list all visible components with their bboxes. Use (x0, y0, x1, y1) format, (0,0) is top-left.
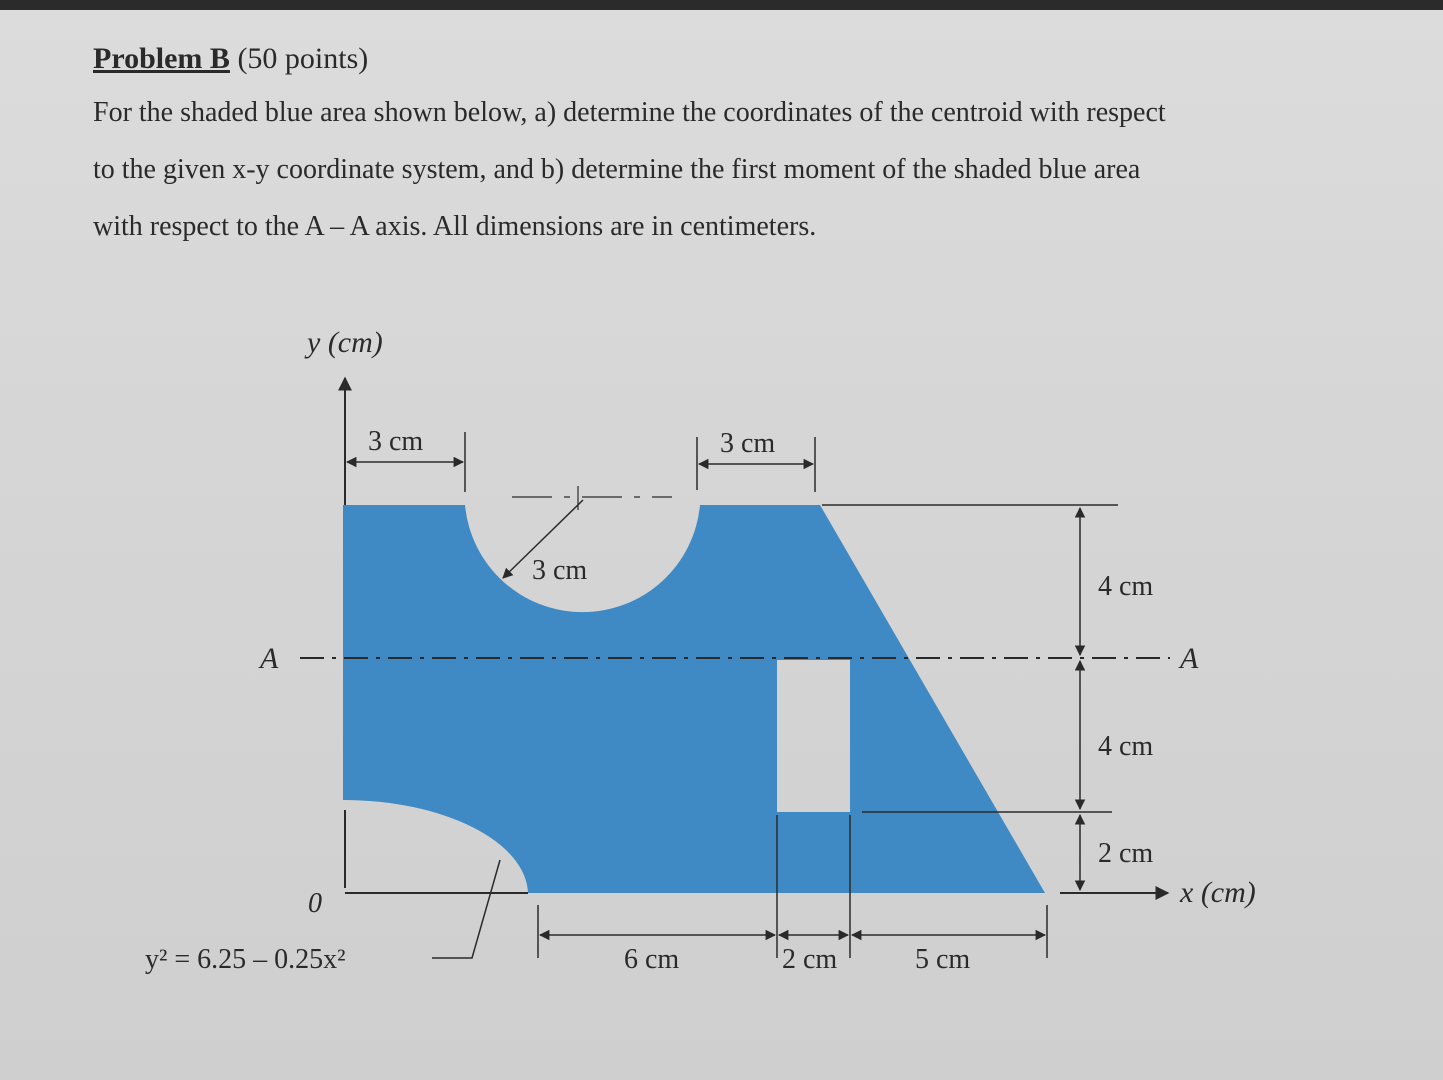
problem-text-line-2: to the given x-y coordinate system, and b) determine the first moment of the shaded blue area (93, 154, 1141, 185)
axis-a-right-label: A (1180, 642, 1199, 675)
axis-a-left-label: A (260, 642, 279, 675)
problem-text-line-1: For the shaded blue area shown below, a) determine the coordinates of the centroid with respect (93, 97, 1166, 128)
x-axis-label: x (cm) (1180, 876, 1256, 909)
equation-leader (432, 860, 500, 958)
problem-title: Problem B (93, 42, 230, 75)
dim-top-right-label: 3 cm (720, 428, 776, 459)
dim-radius-label: 3 cm (532, 555, 588, 586)
y-axis-label: y (cm) (307, 326, 383, 359)
dim-top-left-label: 3 cm (368, 426, 424, 457)
origin-label: 0 (308, 888, 322, 919)
shaded-area (343, 505, 1045, 893)
dim-bottom-1-label: 6 cm (624, 944, 680, 975)
problem-text-line-3: with respect to the A – A axis. All dimensions are in centimeters. (93, 211, 817, 242)
curve-equation: y² = 6.25 – 0.25x² (145, 944, 346, 975)
dim-bottom-3-label: 5 cm (915, 944, 971, 975)
problem-points: (50 points) (229, 42, 369, 75)
dim-right-upper-label: 4 cm (1098, 571, 1154, 602)
dim-right-middle-label: 4 cm (1098, 731, 1154, 762)
dim-right-lower-label: 2 cm (1098, 838, 1154, 869)
dim-bottom-2-label: 2 cm (782, 944, 838, 975)
